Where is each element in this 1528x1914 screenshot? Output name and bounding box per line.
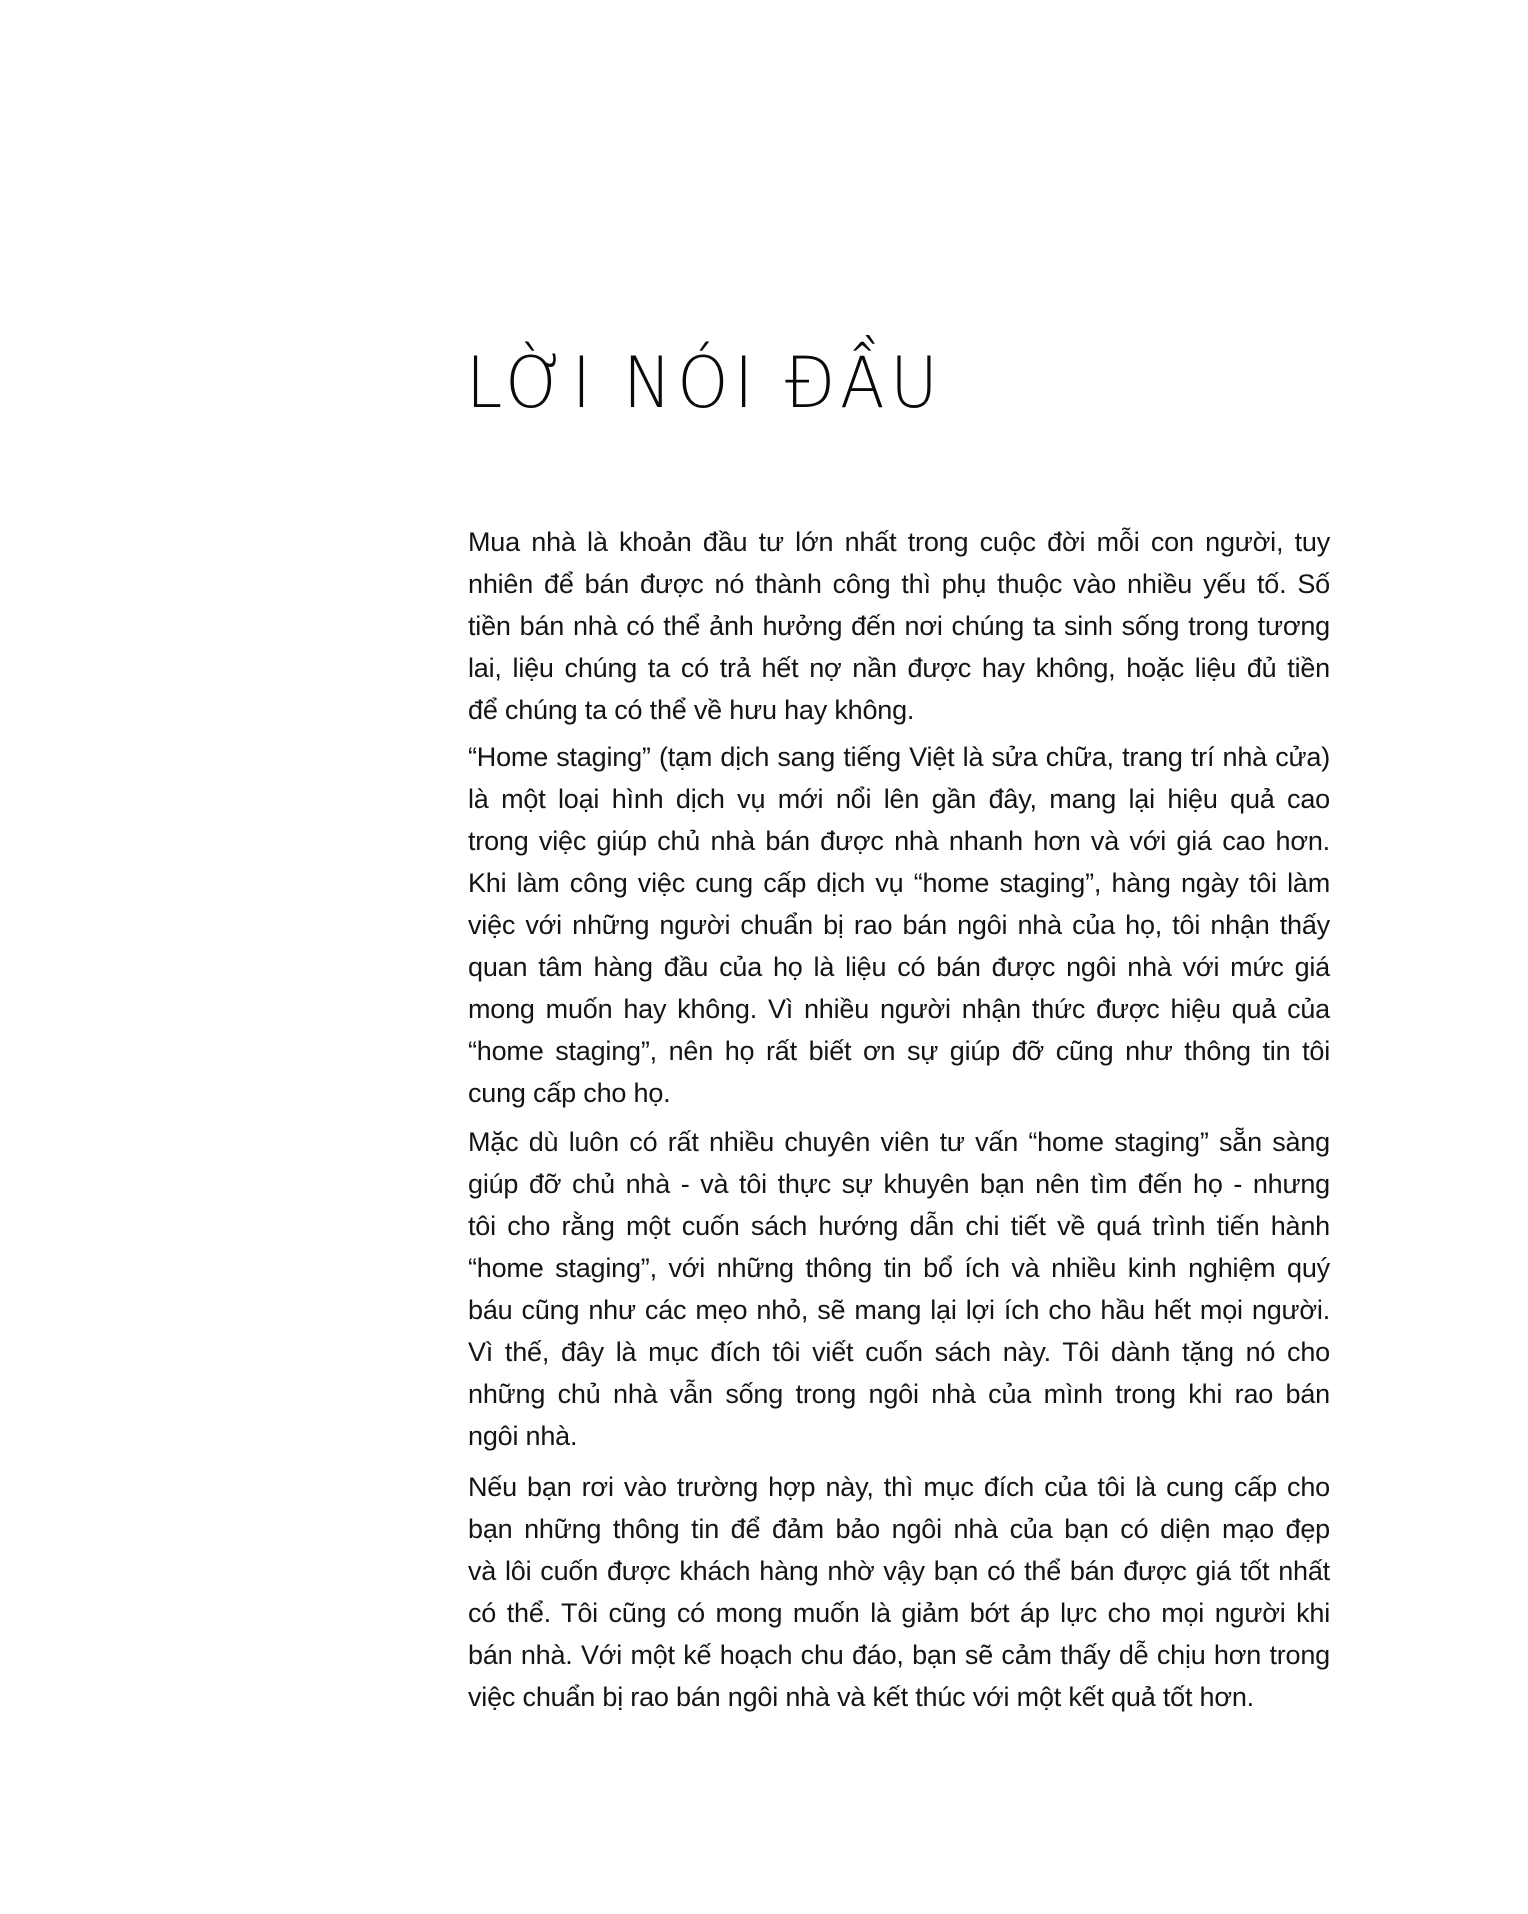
text-line: việc với những người chuẩn bị rao bán ngôi nhà của họ, tôi nhận thấy (468, 910, 1330, 940)
page-title: LỜI NÓI ĐẦU (466, 342, 944, 424)
text-line: có thể. Tôi cũng có mong muốn là giảm bớt áp lực cho mọi người khi (468, 1598, 1330, 1628)
text-line: Khi làm công việc cung cấp dịch vụ “home staging”, hàng ngày tôi làm (468, 868, 1330, 898)
text-line: Vì thế, đây là mục đích tôi viết cuốn sách này. Tôi dành tặng nó cho (468, 1337, 1330, 1367)
text-line: những chủ nhà vẫn sống trong ngôi nhà của mình trong khi rao bán (468, 1379, 1330, 1409)
text-line: mong muốn hay không. Vì nhiều người nhận thức được hiệu quả của (468, 994, 1330, 1024)
text-line: “home staging”, nên họ rất biết ơn sự giúp đỡ cũng như thông tin tôi (468, 1036, 1330, 1066)
text-line: việc chuẩn bị rao bán ngôi nhà và kết thúc với một kết quả tốt hơn. (468, 1682, 1254, 1712)
text-line: nhiên để bán được nó thành công thì phụ thuộc vào nhiều yếu tố. Số (468, 569, 1330, 599)
text-line: Nếu bạn rơi vào trường hợp này, thì mục đích của tôi là cung cấp cho (468, 1472, 1330, 1502)
text-line: và lôi cuốn được khách hàng nhờ vậy bạn có thể bán được giá tốt nhất (468, 1556, 1330, 1586)
text-line: quan tâm hàng đầu của họ là liệu có bán được ngôi nhà với mức giá (468, 952, 1330, 982)
text-line: để chúng ta có thể về hưu hay không. (468, 695, 915, 725)
text-line: “home staging”, với những thông tin bổ ích và nhiều kinh nghiệm quý (468, 1253, 1330, 1283)
text-line: giúp đỡ chủ nhà - và tôi thực sự khuyên bạn nên tìm đến họ - nhưng (468, 1169, 1330, 1199)
text-line: là một loại hình dịch vụ mới nổi lên gần đây, mang lại hiệu quả cao (468, 784, 1330, 814)
text-line: bạn những thông tin để đảm bảo ngôi nhà của bạn có diện mạo đẹp (468, 1514, 1330, 1544)
text-line: ngôi nhà. (468, 1421, 578, 1451)
text-line: trong việc giúp chủ nhà bán được nhà nhanh hơn và với giá cao hơn. (468, 826, 1330, 856)
text-line: báu cũng như các mẹo nhỏ, sẽ mang lại lợi ích cho hầu hết mọi người. (468, 1295, 1330, 1325)
text-line: lai, liệu chúng ta có trả hết nợ nần được hay không, hoặc liệu đủ tiền (468, 653, 1330, 683)
text-line: Mặc dù luôn có rất nhiều chuyên viên tư vấn “home staging” sẵn sàng (468, 1127, 1330, 1157)
text-line: tiền bán nhà có thể ảnh hưởng đến nơi chúng ta sinh sống trong tương (468, 611, 1330, 641)
text-line: Mua nhà là khoản đầu tư lớn nhất trong cuộc đời mỗi con người, tuy (468, 527, 1330, 557)
text-line: tôi cho rằng một cuốn sách hướng dẫn chi tiết về quá trình tiến hành (468, 1211, 1330, 1241)
text-line: “Home staging” (tạm dịch sang tiếng Việt là sửa chữa, trang trí nhà cửa) (468, 742, 1330, 772)
text-line: cung cấp cho họ. (468, 1078, 671, 1108)
text-line: bán nhà. Với một kế hoạch chu đáo, bạn sẽ cảm thấy dễ chịu hơn trong (468, 1640, 1330, 1670)
